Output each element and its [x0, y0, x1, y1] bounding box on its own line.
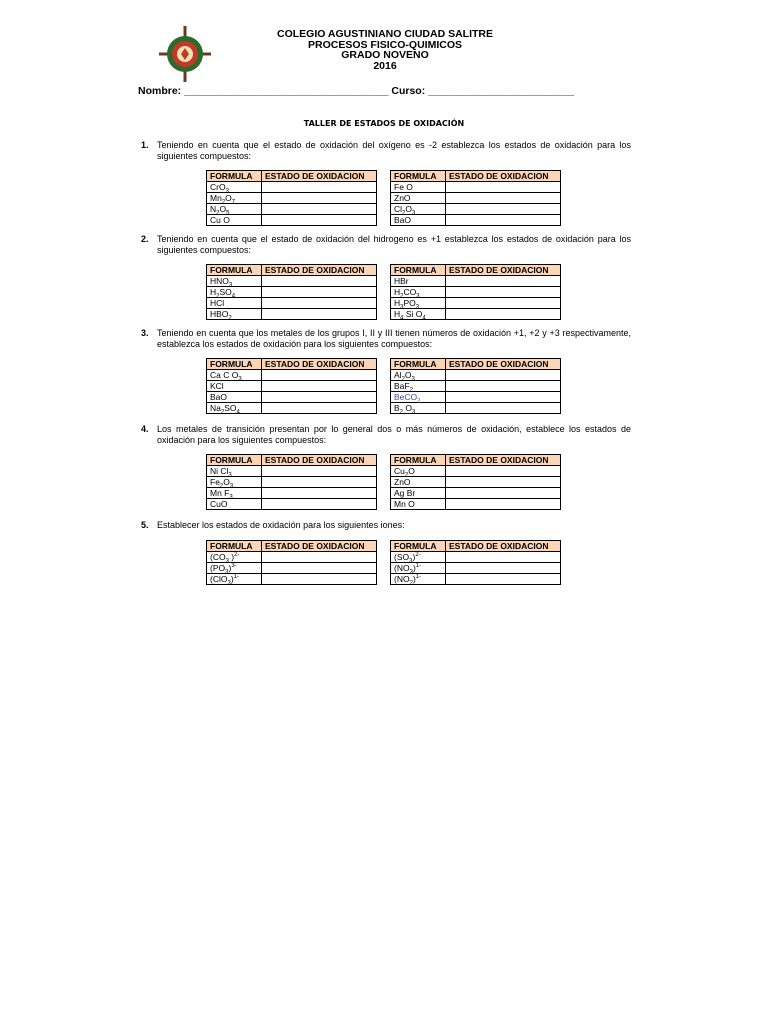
table-row	[391, 488, 561, 499]
formula-cell: $H_4$ Si $O_4$	[391, 309, 446, 320]
formula-cell: $H_3PO_3$	[391, 298, 446, 309]
table-row	[207, 488, 377, 499]
table-row	[207, 552, 377, 563]
formula-cell: $B_2$ $O_3$	[391, 403, 446, 414]
formula-cell: CrO$_3$	[207, 182, 262, 193]
answer-cell[interactable]	[446, 215, 561, 226]
question-text: Teniendo en cuenta que los metales de los grupos I, II y III tienen números de oxidación +1, +2 y +3 respectivamente, establezca los estados de oxidación para los siguientes compuestos:	[157, 328, 631, 349]
formula-header: FORMULA	[207, 265, 262, 276]
table-row	[391, 381, 561, 392]
question-4	[141, 424, 631, 446]
oxidation-table-left	[206, 454, 377, 510]
oxidation-table-right	[390, 170, 561, 226]
table-row	[391, 276, 561, 287]
question-text: Establecer los estados de oxidación para los siguientes iones:	[157, 520, 405, 530]
table-row	[391, 499, 561, 510]
formula-cell: $Na_2SO_4$	[207, 403, 262, 414]
formula-header: FORMULA	[207, 359, 262, 370]
answer-cell[interactable]	[262, 403, 377, 414]
answer-cell[interactable]	[446, 392, 561, 403]
table-row	[391, 403, 561, 414]
formula-cell: $(NO_3)^{1-}$	[391, 563, 446, 574]
formula-cell: $Cl_2O_3$	[391, 204, 446, 215]
answer-cell[interactable]	[446, 204, 561, 215]
formula-cell: Mn O	[391, 499, 446, 510]
year: 2016	[373, 59, 397, 72]
answer-cell[interactable]	[262, 552, 377, 563]
question-text: Teniendo en cuenta que el estado de oxidación del oxígeno es -2 establezca los estados de oxidación para los siguientes compuestos:	[157, 140, 631, 161]
formula-cell: $Al_2O_3$	[391, 370, 446, 381]
formula-cell: $Cu_2O$	[391, 466, 446, 477]
table-row	[391, 574, 561, 585]
answer-cell[interactable]	[446, 403, 561, 414]
formula-cell: $(SO_3)^{2-}$	[391, 552, 446, 563]
answer-cell[interactable]	[446, 287, 561, 298]
answer-cell[interactable]	[446, 182, 561, 193]
oxidation-table-right	[390, 264, 561, 320]
answer-cell[interactable]	[446, 552, 561, 563]
table-row	[391, 477, 561, 488]
question-5	[141, 520, 631, 531]
question-number: 5.	[141, 520, 149, 530]
table-row	[391, 182, 561, 193]
table-row	[391, 392, 561, 403]
oxidation-table-right	[390, 454, 561, 510]
formula-cell: Mn $F_3$	[207, 488, 262, 499]
answer-cell[interactable]	[446, 477, 561, 488]
estado-header: ESTADO DE OXIDACION	[262, 265, 377, 276]
estado-header: ESTADO DE OXIDACION	[262, 455, 377, 466]
answer-cell[interactable]	[262, 563, 377, 574]
school-header	[190, 29, 580, 71]
table-row	[207, 182, 377, 193]
table-row	[207, 574, 377, 585]
formula-header: FORMULA	[391, 265, 446, 276]
table-row	[207, 563, 377, 574]
formula-cell: Ni $Cl_3$	[207, 466, 262, 477]
formula-cell: $HNO_3$	[207, 276, 262, 287]
answer-cell[interactable]	[262, 298, 377, 309]
table-row	[207, 466, 377, 477]
table-row	[207, 287, 377, 298]
answer-cell[interactable]	[262, 204, 377, 215]
question-1	[141, 140, 631, 162]
table-row	[391, 309, 561, 320]
formula-cell: Cu O	[207, 215, 262, 226]
formula-cell: ($CO_3$ )$^{2-}$	[207, 552, 262, 563]
estado-header: ESTADO DE OXIDACION	[446, 265, 561, 276]
table-row	[207, 215, 377, 226]
question-2	[141, 234, 631, 256]
formula-cell: $(ClO_3)^{1-}$	[207, 574, 262, 585]
answer-cell[interactable]	[262, 370, 377, 381]
table-row	[207, 370, 377, 381]
question-number: 1.	[141, 140, 149, 150]
table-row	[207, 403, 377, 414]
table-row	[391, 466, 561, 477]
table-row	[207, 392, 377, 403]
course-name: PROCESOS FISICO-QUIMICOS	[307, 38, 462, 51]
answer-cell[interactable]	[446, 488, 561, 499]
table-row	[391, 552, 561, 563]
oxidation-table-left	[206, 358, 377, 414]
formula-cell: $Mn_2O_7$	[207, 193, 262, 204]
formula-cell: ZnO	[391, 477, 446, 488]
answer-cell[interactable]	[446, 276, 561, 287]
oxidation-table-left	[206, 170, 377, 226]
formula-header: FORMULA	[207, 455, 262, 466]
answer-cell[interactable]	[446, 370, 561, 381]
answer-cell[interactable]	[262, 276, 377, 287]
formula-cell: $Fe_2O_3$	[207, 477, 262, 488]
formula-cell: BaO	[391, 215, 446, 226]
table-row	[207, 477, 377, 488]
formula-cell: $N_2O_5$	[207, 204, 262, 215]
oxidation-table-right	[390, 540, 561, 585]
answer-cell[interactable]	[262, 182, 377, 193]
answer-cell[interactable]	[262, 392, 377, 403]
formula-cell: KCl	[207, 381, 262, 392]
answer-cell[interactable]	[446, 574, 561, 585]
formula-header: FORMULA	[391, 541, 446, 552]
table-row	[391, 298, 561, 309]
formula-cell: Ca C $O_3$	[207, 370, 262, 381]
formula-header: FORMULA	[391, 171, 446, 182]
formula-cell: BeCO$_2$	[391, 392, 446, 403]
estado-header: ESTADO DE OXIDACION	[446, 455, 561, 466]
formula-cell: $(PO_3)^{3-}$	[207, 563, 262, 574]
formula-header: FORMULA	[207, 171, 262, 182]
table-row	[391, 193, 561, 204]
page-title: TALLER DE ESTADOS DE OXIDACIÓN	[303, 119, 465, 128]
formula-cell: Ag Br	[391, 488, 446, 499]
formula-cell: HCl	[207, 298, 262, 309]
formula-cell: Fe O	[391, 182, 446, 193]
question-text: Teniendo en cuenta que el estado de oxidación del hidrogeno es +1 establezca los estados de oxidación para los siguientes compuestos:	[157, 234, 631, 255]
formula-cell: ZnO	[391, 193, 446, 204]
name-course-line: Nombre: ___________________________________ Curso: _________________________	[138, 85, 575, 97]
answer-cell[interactable]	[446, 466, 561, 477]
formula-header: FORMULA	[391, 455, 446, 466]
table-row	[391, 204, 561, 215]
estado-header: ESTADO DE OXIDACION	[262, 171, 377, 182]
oxidation-table-right	[390, 358, 561, 414]
estado-header: ESTADO DE OXIDACION	[262, 541, 377, 552]
table-row	[391, 370, 561, 381]
answer-cell[interactable]	[262, 499, 377, 510]
answer-cell[interactable]	[262, 215, 377, 226]
answer-cell[interactable]	[262, 287, 377, 298]
oxidation-table-left	[206, 264, 377, 320]
formula-cell: $HBO_2$	[207, 309, 262, 320]
answer-cell[interactable]	[262, 488, 377, 499]
estado-header: ESTADO DE OXIDACION	[262, 359, 377, 370]
table-row	[391, 215, 561, 226]
table-row	[391, 287, 561, 298]
formula-header: FORMULA	[391, 359, 446, 370]
estado-header: ESTADO DE OXIDACION	[446, 541, 561, 552]
oxidation-table-left	[206, 540, 377, 585]
formula-cell: $(NO_2)^{1-}$	[391, 574, 446, 585]
question-number: 4.	[141, 424, 149, 434]
table-row	[391, 563, 561, 574]
grade-name: GRADO NOVENO	[341, 49, 429, 61]
question-3	[141, 328, 631, 350]
formula-cell: BaF$_2$	[391, 381, 446, 392]
answer-cell[interactable]	[446, 381, 561, 392]
answer-cell[interactable]	[262, 193, 377, 204]
table-row	[207, 381, 377, 392]
question-text: Los metales de transición presentan por lo general dos o más números de oxidación, establece los estados de oxidación para los siguientes compuestos:	[157, 424, 631, 445]
answer-cell[interactable]	[262, 477, 377, 488]
answer-cell[interactable]	[446, 499, 561, 510]
formula-cell: $H_2SO_4$	[207, 287, 262, 298]
estado-header: ESTADO DE OXIDACION	[446, 359, 561, 370]
school-name: COLEGIO AGUSTINIANO CIUDAD SALITRE	[276, 28, 494, 40]
answer-cell[interactable]	[262, 309, 377, 320]
formula-cell: BaO	[207, 392, 262, 403]
table-row	[207, 193, 377, 204]
answer-cell[interactable]	[446, 309, 561, 320]
question-number: 2.	[141, 234, 149, 244]
answer-cell[interactable]	[262, 381, 377, 392]
formula-header: FORMULA	[207, 541, 262, 552]
table-row	[207, 309, 377, 320]
answer-cell[interactable]	[446, 298, 561, 309]
answer-cell[interactable]	[446, 563, 561, 574]
question-number: 3.	[141, 328, 149, 338]
answer-cell[interactable]	[262, 574, 377, 585]
formula-cell: HBr	[391, 276, 446, 287]
estado-header: ESTADO DE OXIDACION	[446, 171, 561, 182]
table-row	[207, 276, 377, 287]
answer-cell[interactable]	[262, 466, 377, 477]
formula-cell: $H_2CO_3$	[391, 287, 446, 298]
answer-cell[interactable]	[446, 193, 561, 204]
formula-cell: CuO	[207, 499, 262, 510]
